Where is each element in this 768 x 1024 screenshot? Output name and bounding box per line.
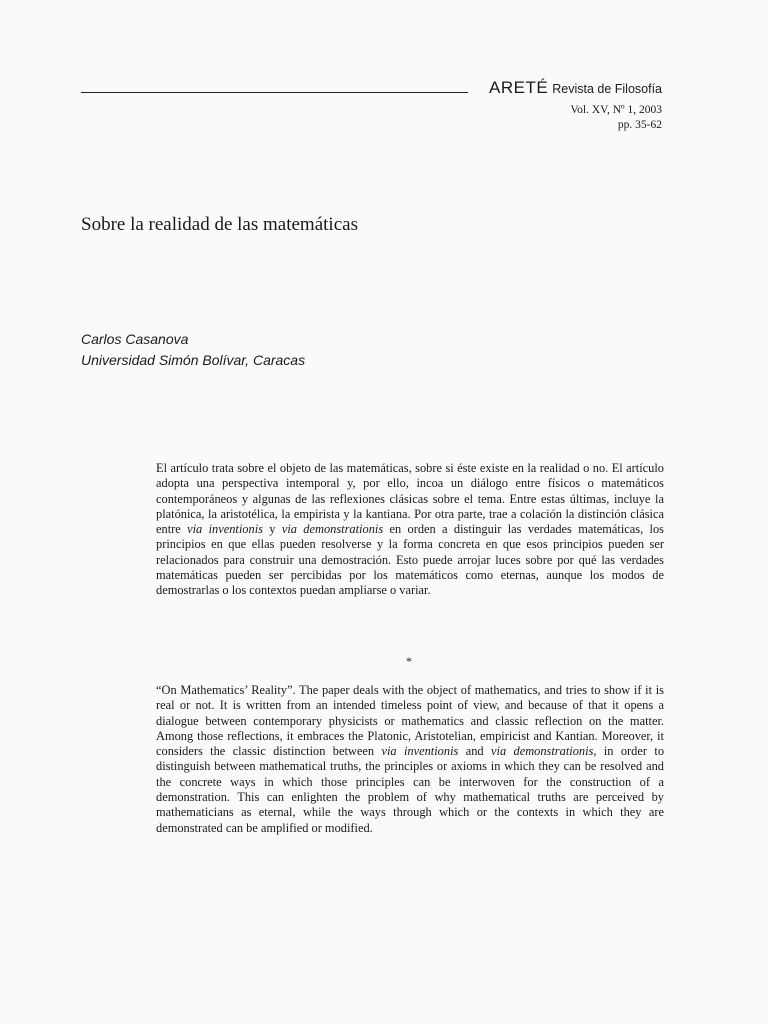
abstract-en-part2: and xyxy=(458,744,491,759)
page-range: pp. 35-62 xyxy=(617,119,662,131)
abstract-en-italic1: via inventionis xyxy=(381,744,459,759)
volume-info: Vol. XV, Nº 1, 2003 xyxy=(570,104,662,116)
journal-name: ARETÉ xyxy=(489,78,549,97)
abstract-english xyxy=(156,683,664,836)
abstract-es-part2: y xyxy=(262,522,282,537)
journal-header xyxy=(489,78,662,98)
article-title: Sobre la realidad de las matemáticas xyxy=(81,214,358,235)
abstract-en-italic2: via demonstrationis xyxy=(491,744,594,759)
abstract-en-part1: “On Mathematics’ Reality”. The paper deals with the object of mathematics, and tries to show if it is real or not. It is written from an intended timeless point of view, and because of that it opens a dialogue between contemporary physicists or mathematics and classic reflection on the matter. Among those reflections, it embraces the Platonic, Aristotelian, empiricist and Kantian. Moreover, it considers the classic distinction between xyxy=(156,683,664,759)
abstract-en-part3: , in order to distinguish between mathematical truths, the principles or axioms in which they can be resolved and the concrete ways in which those principles can be interwoven for the construction of a demonstration. This can enlighten the problem of why mathematical truths are perceived by mathematicians as eternal, while the ways through which or the contexts in which they are demonstrated can be amplified or modified. xyxy=(156,744,665,835)
header-rule xyxy=(81,92,468,93)
section-separator: * xyxy=(406,654,412,668)
abstract-es-part3: en orden a distinguir las verdades matemáticas, los principios en que ellas pueden resolverse y la forma concreta en que esos principios pueden ser relacionados para construir una demostración. Esto puede arrojar luces sobre por qué las verdades matemáticas pueden ser percibidas por los matemáticos como eternas, aunque los modos de demostrarlas o los contextos puedan ampliarse o variar. xyxy=(156,522,665,598)
abstract-spanish-text xyxy=(156,461,664,599)
author-name: Carlos Casanova xyxy=(81,331,189,347)
abstract-english-text xyxy=(156,683,664,836)
author-affiliation: Universidad Simón Bolívar, Caracas xyxy=(81,352,306,368)
abstract-es-part1: El artículo trata sobre el objeto de las matemáticas, sobre si éste existe en la realidad o no. El artículo adopta una perspectiva intemporal y, por ello, incoa un diálogo entre físicos o matemáticos contemporáneos y algunas de las reflexiones clásicas sobre el tema. Entre estas últimas, incluye la platónica, la aristotélica, la empirista y la kantiana. Por otra parte, trae a colación la distinción clásica entre xyxy=(156,461,664,537)
abstract-es-italic2: via demonstrationis xyxy=(281,522,384,537)
abstract-spanish xyxy=(156,461,664,599)
abstract-es-italic1: via inventionis xyxy=(187,522,263,537)
journal-subtitle: Revista de Filosofía xyxy=(552,82,662,96)
